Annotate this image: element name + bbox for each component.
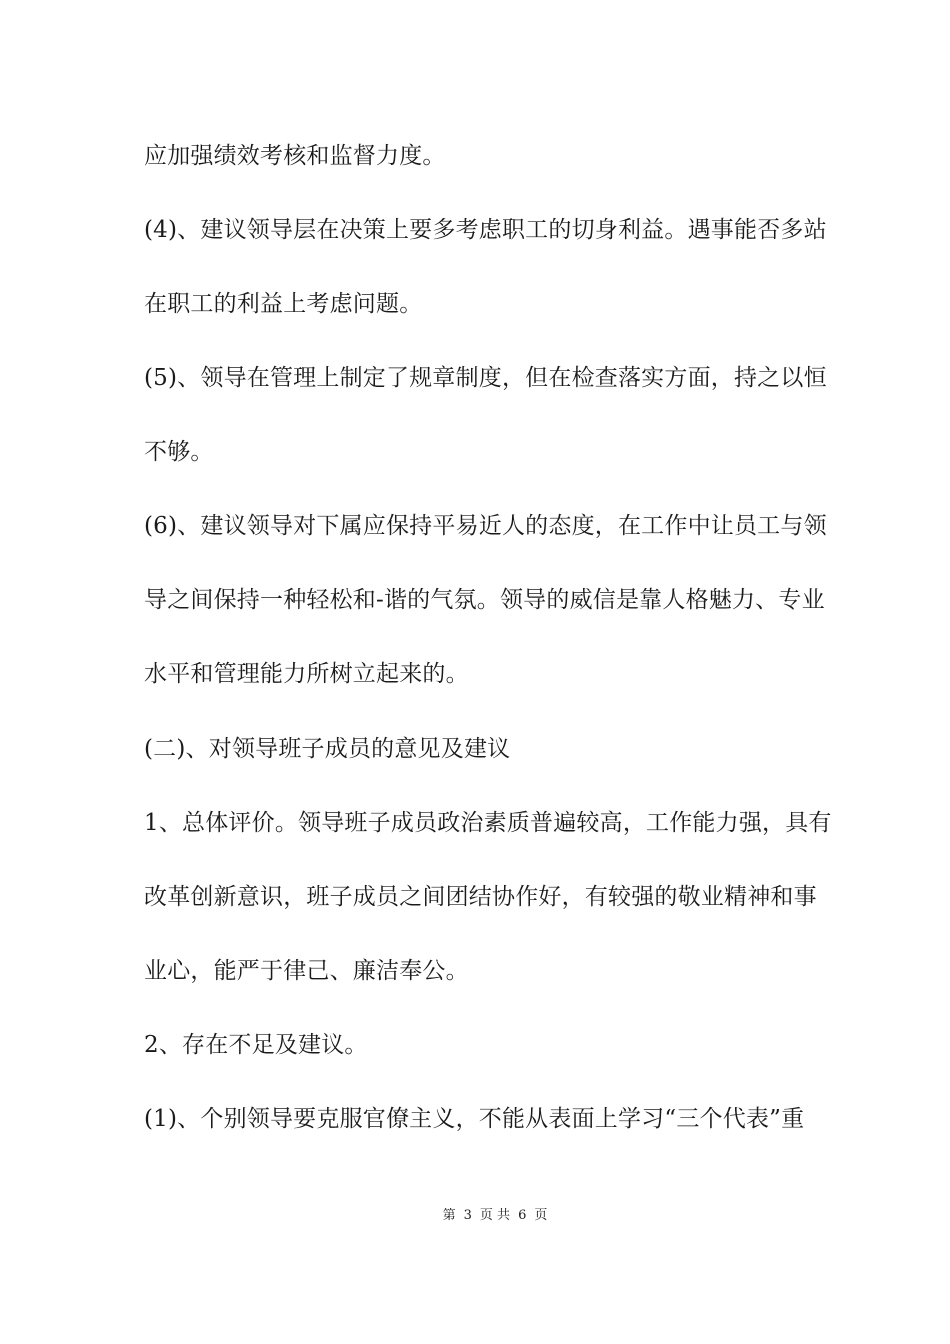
page-number: 3 [463,1208,472,1223]
text-line: (二)、对领导班子成员的意见及建议 [144,736,511,762]
page-footer [0,1206,950,1226]
text-line: (5)、领导在管理上制定了规章制度，但在检查落实方面，持之以恒 [144,365,827,391]
text-line: 不够。 [144,439,214,465]
text-line: 2、存在不足及建议。 [144,1032,368,1058]
footer-middle: 页 共 [479,1208,511,1223]
text-line: 1、总体评价。领导班子成员政治素质普遍较高，工作能力强，具有 [144,810,832,836]
text-line: 改革创新意识，班子成员之间团结协作好，有较强的敬业精神和事 [144,884,817,910]
text-line: 应加强绩效考核和监督力度。 [144,143,446,169]
text-line: 业心，能严于律己、廉洁奉公。 [144,958,469,984]
text-line: (4)、建议领导层在决策上要多考虑职工的切身利益。遇事能否多站 [144,217,827,243]
text-line: 导之间保持一种轻松和-谐的气氛。领导的威信是靠人格魅力、专业 [144,587,825,613]
text-line: 水平和管理能力所树立起来的。 [144,661,469,687]
text-line: 在职工的利益上考虑问题。 [144,291,423,317]
text-line: (1)、个别领导要克服官僚主义，不能从表面上学习“三个代表”重 [144,1106,805,1132]
text-line: (6)、建议领导对下属应保持平易近人的态度，在工作中让员工与领 [144,513,827,539]
footer-suffix: 页 [534,1208,548,1223]
footer-prefix: 第 [442,1208,456,1223]
total-pages: 6 [518,1208,527,1223]
